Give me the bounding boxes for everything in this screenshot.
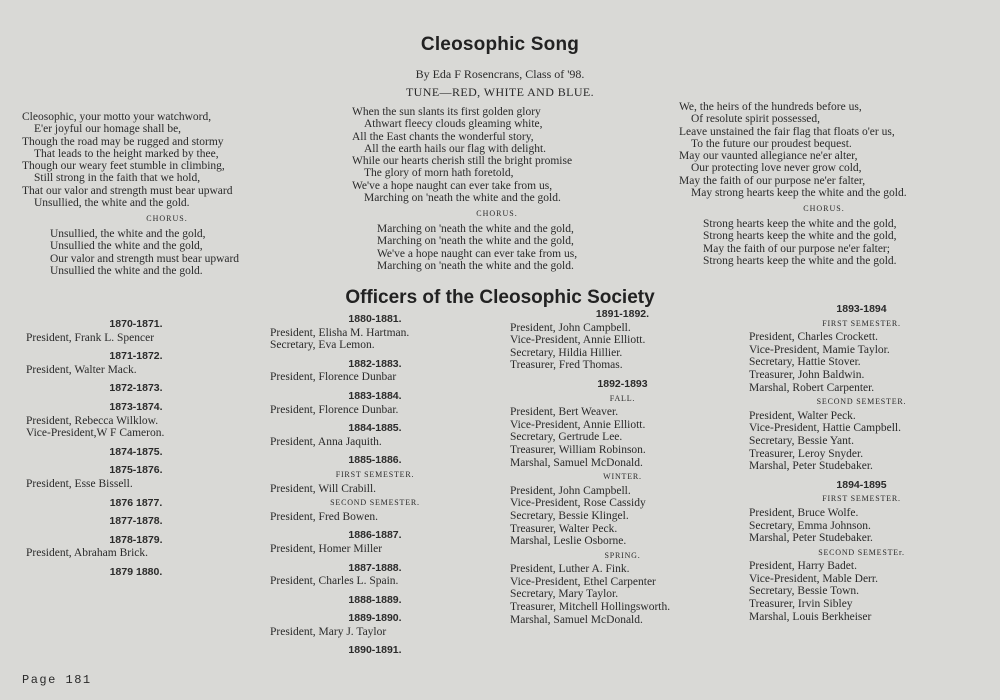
chorus-2 [377,223,657,272]
verse-line: May our vaunted allegiance ne'er alter, [679,150,858,163]
year-heading: 1883-1884. [348,389,402,402]
officers-column-1 [26,312,246,580]
officer-entry: President, Anna Jaquith. [270,435,382,448]
officer-entry: President, Frank L. Spencer [26,331,155,344]
officer-entry: Vice-President,W F Cameron. [26,427,165,440]
year-heading: 1893-1894 [836,303,887,315]
year-heading: 1887-1888. [348,561,402,574]
song-byline: By Eda F Rosencrans, Class of '98. [415,67,585,81]
year-heading: 1894-1895 [836,478,887,491]
verse-line: While our hearts cherish still the bright promise [352,155,573,168]
year-heading: 1886-1887. [348,529,402,542]
term-heading: SECOND SEMESTER. [330,498,420,508]
chorus-line: Our valor and strength must bear upward [50,252,240,265]
term-heading: SECOND SEMESTEr. [818,547,905,557]
page-number: Page 181 [22,673,92,687]
officer-entry: President, Charles L. Spain. [270,575,399,588]
chorus-3 [703,218,983,267]
verse-line: That our valor and strength must bear upward [22,184,233,197]
officer-entry: Vice-President, Ethel Carpenter [510,575,656,588]
year-heading: 1879 1880. [109,565,163,578]
officer-entry: President, John Campbell. [510,321,631,334]
year-heading: 1888-1889. [348,593,402,606]
term-heading: FIRST SEMESTER. [822,494,901,504]
stanza-3 [679,101,979,199]
year-heading: 1885-1886. [348,454,402,467]
officer-entry: Vice-President, Rose Cassidy [510,497,646,510]
year-heading: 1875-1876. [109,464,163,477]
year-heading: 1884-1885. [348,422,402,435]
officer-entry: Vice-President, Mable Derr. [749,572,878,585]
verse-line: Unsullied, the white and the gold. [34,197,190,210]
officer-entry: Marshal, Samuel McDonald. [510,613,643,626]
chorus-line: Strong hearts keep the white and the gold. [703,254,897,267]
officer-entry: President, Esse Bissell. [26,477,133,490]
year-heading: 1871-1872. [109,350,163,363]
verse-line: E'er joyful our homage shall be, [34,123,182,136]
officer-entry: Treasurer, Leroy Snyder. [749,447,864,460]
officer-entry: Treasurer, Walter Peck. [510,522,618,535]
year-heading: 1873-1874. [109,400,163,413]
verse-line: Still strong in the faith that we hold, [34,172,201,185]
year-heading: 1870-1871. [109,318,163,330]
officer-entry: Marshal, Louis Berkheiser [749,610,872,623]
officer-entry: President, Harry Badet. [749,560,857,573]
officer-entry: Vice-President, Mamie Taylor. [749,343,890,356]
year-heading: 1877-1878. [109,515,163,528]
year-heading: 1891-1892. [595,308,650,320]
officer-entry: President, Rebecca Wilklow. [26,414,159,427]
officer-entry: Marshal, Robert Carpenter. [749,381,875,394]
officer-entry: Vice-President, Annie Elliott. [510,418,646,431]
chorus-heading: CHORUS. [803,204,845,213]
verse-line: All the East chants the wonderful story, [352,130,534,143]
verse-line: The glory of morn hath foretold, [364,167,514,180]
verse-line: To the future our proudest bequest. [691,137,852,150]
verse-line: Leave unstained the fair flag that floats o'er us, [679,125,895,138]
year-heading: 1890-1891. [348,644,402,657]
verse-line: We, the heirs of the hundreds before us, [679,101,862,113]
officer-entry: President, Bert Weaver. [510,406,619,419]
verse-line: We've a hope naught can ever take from us, [352,179,553,192]
term-heading: WINTER. [603,472,642,482]
officer-entry: President, Bruce Wolfe. [749,506,859,519]
officer-entry: Treasurer, Irvin Sibley [749,598,853,611]
verse-line: Though the road may be rugged and stormy [22,135,224,148]
officer-entry: Marshal, Leslie Osborne. [510,535,627,548]
officer-entry: Treasurer, Mitchell Hollingsworth. [510,601,671,614]
officer-entry: President, Florence Dunbar. [270,403,399,416]
officer-entry: Secretary, Bessie Town. [749,585,860,598]
officer-entry: Secretary, Hattie Stover. [749,356,861,369]
officer-entry: Treasurer, John Baldwin. [749,368,865,381]
verse-line: That leads to the height marked by thee, [34,147,219,160]
chorus-line: Strong hearts keep the white and the gold, [703,230,897,243]
officer-entry: Vice-President, Annie Elliott. [510,334,646,347]
term-heading: FALL. [609,393,636,403]
year-heading: 1889-1890. [348,612,402,625]
chorus-line: Unsullied the white and the gold, [50,240,203,253]
officer-entry: President, Walter Peck. [749,409,856,422]
officer-entry: Secretary, Emma Johnson. [749,519,871,532]
officer-entry: President, Abraham Brick. [26,547,149,560]
officers-column-4 [749,297,974,623]
officer-entry: President, Florence Dunbar [270,371,397,384]
stanza-1 [22,111,322,209]
chorus-line: Strong hearts keep the white and the gold, [703,218,897,230]
verse-line: May the faith of our purpose ne'er falter, [679,174,866,187]
chorus-line: Marching on 'neath the white and the gold. [377,259,574,272]
year-heading: 1878-1879. [109,533,163,546]
chorus-line: We've a hope naught can ever take from us, [377,247,578,260]
officers-title: Officers of the Cleosophic Society [345,287,655,308]
officer-entry: Marshal, Peter Studebaker. [749,532,873,545]
officer-entry: President, Walter Mack. [26,363,137,376]
officer-entry: President, Charles Crockett. [749,331,879,344]
verse-line: Cleosophic, your motto your watchword, [22,111,212,123]
year-heading: 1882-1883. [348,357,402,370]
officer-entry: President, Homer Miller [270,542,383,555]
term-heading: FIRST SEMESTER. [335,469,415,479]
verse-line: Our protecting love never grow cold, [691,162,862,175]
chorus-line: Unsullied, the white and the gold, [50,228,206,240]
stanza-2 [352,106,662,204]
verse-line: Of resolute spirit possessed, [691,113,821,126]
verse-line: May strong hearts keep the white and the gold. [691,187,907,200]
chorus-line: May the faith of our purpose ne'er falter; [703,242,890,255]
officer-entry: Marshal, Peter Studebaker. [749,460,873,473]
chorus-line: Marching on 'neath the white and the gold, [377,235,574,248]
chorus-line: Unsullied the white and the gold. [50,264,203,277]
officer-entry: Marshal, Samuel McDonald. [510,456,643,469]
year-heading: 1872-1873. [109,382,163,395]
officer-entry: President, Mary J. Taylor [270,625,387,638]
verse-line: Athwart fleecy clouds gleaming white, [364,118,543,131]
term-heading: SECOND SEMESTER. [816,397,907,407]
verse-line: Though our weary feet stumble in climbing, [22,160,225,173]
term-heading: SPRING. [604,550,641,560]
officers-column-3 [510,302,735,626]
officer-entry: Secretary, Gertrude Lee. [510,431,623,444]
officer-entry: President, John Campbell. [510,484,631,497]
verse-line: Marching on 'neath the white and the gold. [364,192,561,205]
chorus-heading: CHORUS. [146,214,188,223]
officer-entry: Secretary, Bessie Klingel. [510,509,629,522]
officer-entry: Secretary, Hildia Hillier. [510,346,623,359]
officer-entry: Secretary, Eva Lemon. [270,339,375,352]
song-title: Cleosophic Song [420,34,580,55]
chorus-heading: CHORUS. [476,209,518,218]
chorus-1 [50,228,320,277]
officer-entry: Secretary, Mary Taylor. [510,588,619,601]
officer-entry: President, Luther A. Fink. [510,563,630,576]
officer-entry: Treasurer, William Robinson. [510,443,646,456]
officer-entry: Secretary, Bessie Yant. [749,434,854,447]
song-tune: TUNE—RED, WHITE AND BLUE. [405,85,595,99]
officer-entry: President, Elisha M. Hartman. [270,326,410,339]
officer-entry: President, Will Crabill. [270,482,377,495]
officers-column-2 [270,307,480,658]
officer-entry: Vice-President, Hattie Campbell. [749,422,901,435]
officer-entry: President, Fred Bowen. [270,510,378,523]
year-heading: 1880-1881. [348,313,402,325]
year-heading: 1874-1875. [109,445,163,458]
verse-line: All the earth hails our flag with delight. [364,142,547,155]
year-heading: 1876 1877. [109,496,163,509]
officer-entry: Treasurer, Fred Thomas. [510,359,623,372]
verse-line: When the sun slants its first golden glory [352,106,541,118]
chorus-line: Marching on 'neath the white and the gold, [377,223,574,235]
year-heading: 1892-1893 [597,377,648,390]
term-heading: FIRST SEMESTER. [822,318,901,328]
